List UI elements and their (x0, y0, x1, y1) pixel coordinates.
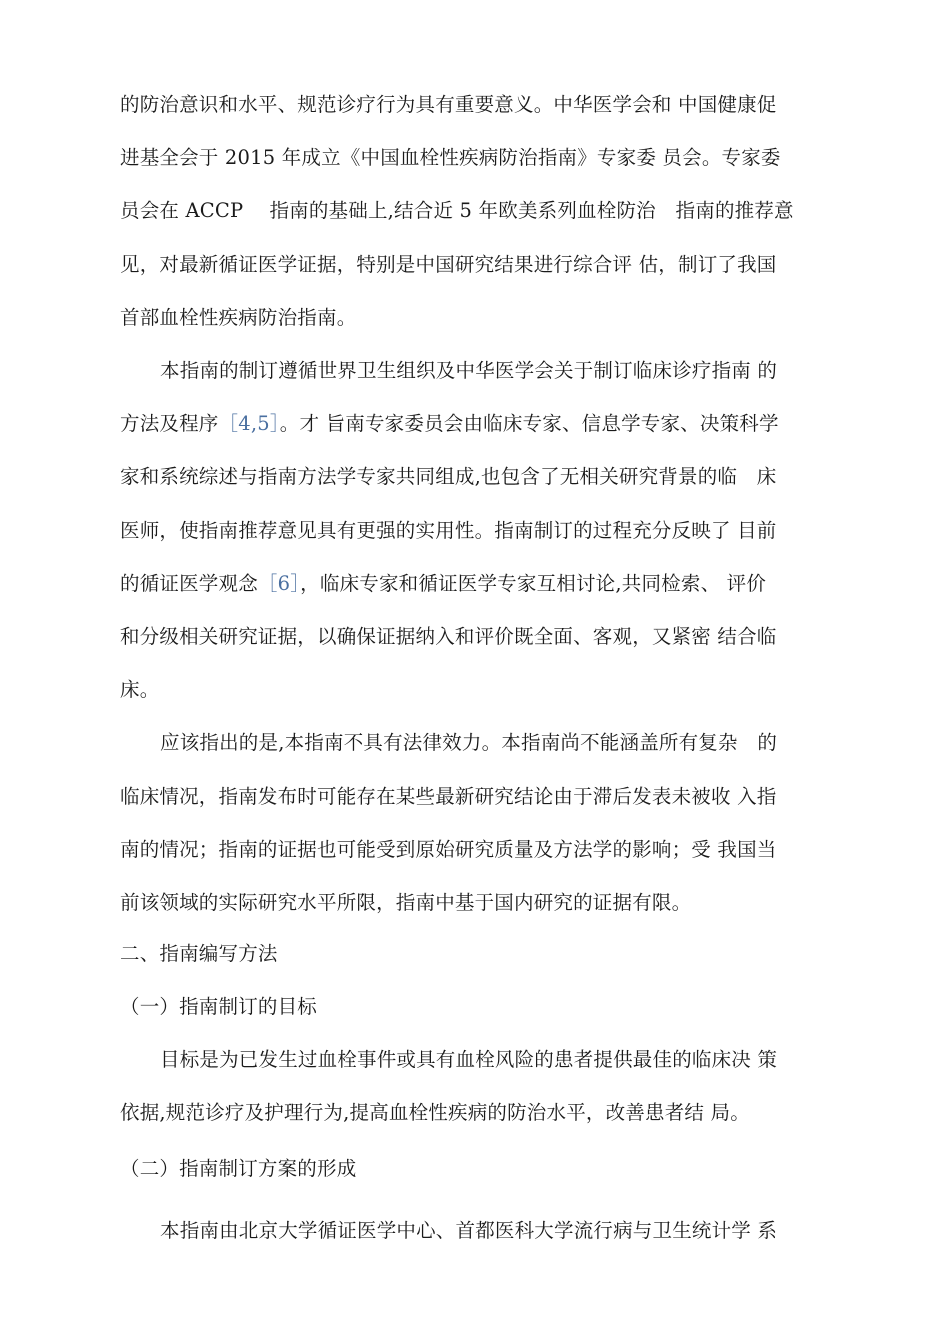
paragraph-line: 进基全会于 2015 年成立《中国血栓性疾病防治指南》专家委 员会。专家委 (120, 146, 781, 169)
paragraph-line: 南的情况；指南的证据也可能受到原始研究质量及方法学的影响；受 我国当 (120, 838, 777, 861)
citation-reference: ［6］ (257, 572, 301, 595)
paragraph-line: 目标是为已发生过血栓事件或具有血栓风险的患者提供最佳的临床决 策 (160, 1048, 778, 1071)
paragraph-line: 前该领域的实际研究水平所限，指南中基于国内研究的证据有限。 (120, 891, 692, 914)
line-text: 的循证医学观念 (120, 572, 258, 595)
section-heading: 二、指南编写方法 (120, 942, 278, 965)
paragraph-line: 本指南的制订遵循世界卫生组织及中华医学会关于制订临床诊疗指南 的 (160, 359, 778, 382)
paragraph-line: 应该指出的是,本指南不具有法律效力。本指南尚不能涵盖所有复杂 的 (160, 731, 778, 754)
paragraph-line: 床。 (120, 678, 160, 701)
line-text: ，临床专家和循证医学专家互相讨论,共同检索、 评价 (300, 572, 767, 595)
paragraph-line: 和分级相关研究证据，以确保证据纳入和评价既全面、客观，又紧密 结合临 (120, 625, 777, 648)
citation-reference: ［4,5］ (218, 412, 280, 435)
line-text: 。才 旨南专家委员会由临床专家、信息学专家、决策科学 (279, 412, 779, 435)
paragraph-line: 首部血栓性疾病防治指南。 (120, 306, 357, 329)
paragraph-line: 临床情况，指南发布时可能存在某些最新研究结论由于滞后发表未被收 入指 (120, 785, 777, 808)
paragraph-line (120, 411, 832, 437)
subsection-heading: （一）指南制订的目标 (120, 995, 318, 1018)
line-text: 方法及程序 (120, 412, 219, 435)
paragraph-line (120, 571, 832, 597)
paragraph-line: 员会在 ACCP 指南的基础上,结合近 5 年欧美系列血栓防治 指南的推荐意 (120, 199, 794, 222)
paragraph-line: 本指南由北京大学循证医学中心、首都医科大学流行病与卫生统计学 系 (160, 1219, 778, 1242)
paragraph-line: 家和系统综述与指南方法学专家共同组成,也包含了无相关研究背景的临 床 (120, 465, 777, 488)
paragraph-line: 医师，使指南推荐意见具有更强的实用性。指南制订的过程充分反映了 目前 (120, 519, 777, 542)
subsection-heading: （二）指南制订方案的形成 (120, 1157, 357, 1180)
paragraph-line: 依据,规范诊疗及护理行为,提高血栓性疾病的防治水平，改善患者结 局。 (120, 1101, 750, 1124)
paragraph-line: 的防治意识和水平、规范诊疗行为具有重要意义。中华医学会和 中国健康促 (120, 93, 777, 116)
paragraph-line: 见，对最新循证医学证据，特别是中国研究结果进行综合评 估，制订了我国 (120, 253, 777, 276)
